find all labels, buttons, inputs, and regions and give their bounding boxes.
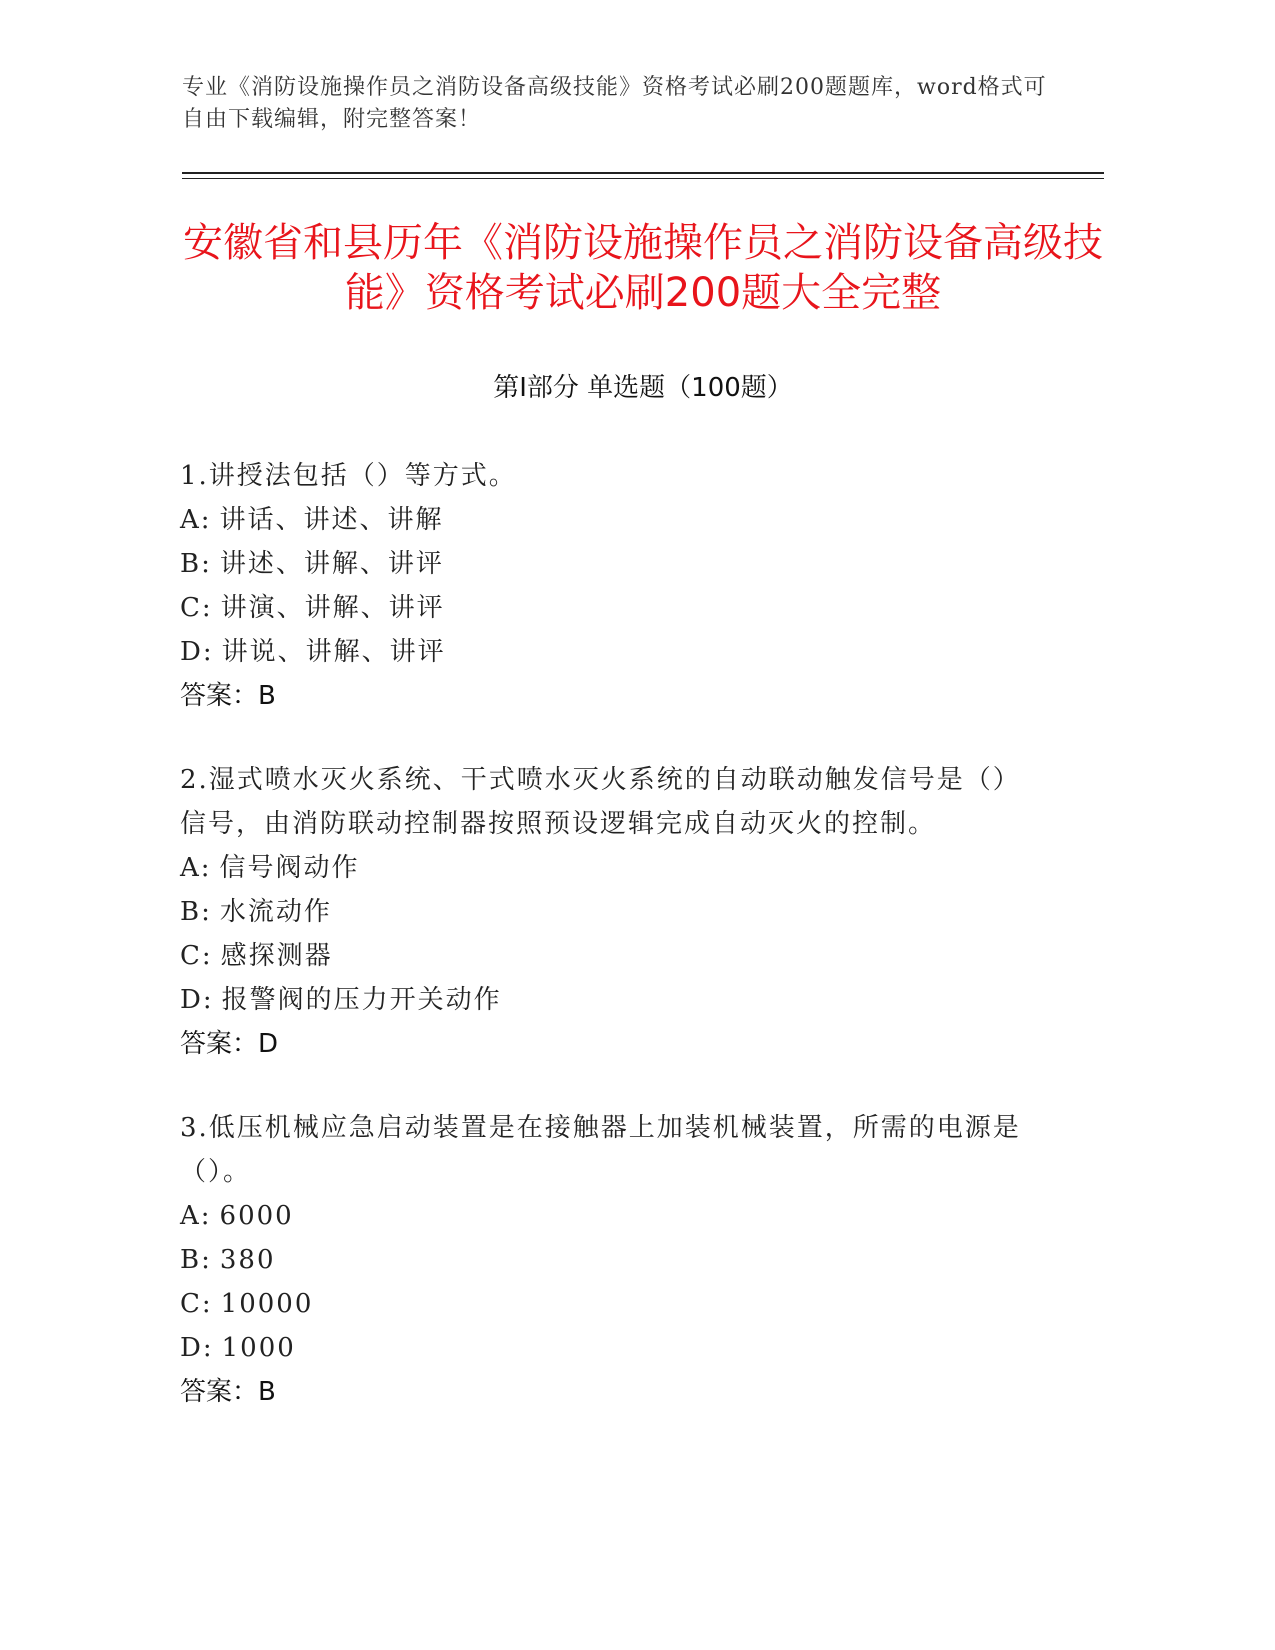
option-a <box>180 1194 1040 1238</box>
option-d <box>180 978 1040 1022</box>
question-stem: 2.湿式喷水灭火系统、干式喷水灭火系统的自动联动触发信号是（）信号，由消防联动控制器按照预设逻辑完成自动灭火的控制。 <box>180 765 1021 839</box>
option-b <box>180 542 1040 586</box>
option-b <box>180 890 1040 934</box>
option-b <box>180 1238 1040 1282</box>
option-letter: D: <box>180 637 214 667</box>
option-text: 报警阀的压力开关动作 <box>221 985 502 1015</box>
option-text: 水流动作 <box>219 897 332 927</box>
option-letter: B: <box>180 897 212 927</box>
option-text: 讲话、讲述、讲解 <box>219 505 444 535</box>
option-c <box>180 934 1040 978</box>
header-divider-thick <box>182 172 1104 174</box>
option-c <box>180 586 1040 630</box>
option-text: 1000 <box>221 1333 296 1363</box>
question-3 <box>180 1106 1040 1414</box>
option-text: 讲述、讲解、讲评 <box>219 549 444 579</box>
option-letter: A: <box>180 1201 212 1231</box>
option-d <box>180 630 1040 674</box>
option-text: 讲演、讲解、讲评 <box>220 593 445 623</box>
section-heading: 第Ⅰ部分 单选题（100题） <box>493 373 793 403</box>
header-divider-thin <box>182 178 1104 179</box>
option-d <box>180 1326 1040 1370</box>
answer-value: B <box>258 1377 276 1407</box>
document-title: 安徽省和县历年《消防设施操作员之消防设备高级技能》资格考试必刷200题大全完整 <box>183 220 1103 316</box>
option-letter: C: <box>180 593 213 623</box>
header-note: 专业《消防设施操作员之消防设备高级技能》资格考试必刷200题题库，word格式可自由下载编辑，附完整答案！ <box>182 75 1047 132</box>
option-c <box>180 1282 1040 1326</box>
answer-line <box>180 674 1040 718</box>
option-letter: D: <box>180 985 214 1015</box>
answer-value: B <box>258 681 276 711</box>
answer-label: 答案： <box>180 1029 259 1059</box>
option-a <box>180 846 1040 890</box>
answer-line <box>180 1022 1040 1066</box>
option-text: 信号阀动作 <box>219 853 360 883</box>
option-a <box>180 498 1040 542</box>
option-text: 感探测器 <box>220 941 333 971</box>
question-1 <box>180 454 1040 718</box>
option-letter: A: <box>180 853 212 883</box>
question-stem: 3.低压机械应急启动装置是在接触器上加装机械装置，所需的电源是（）。 <box>180 1113 1021 1187</box>
question-stem: 1.讲授法包括（）等方式。 <box>180 461 517 491</box>
answer-label: 答案： <box>180 1377 259 1407</box>
option-letter: B: <box>180 1245 212 1275</box>
answer-line <box>180 1370 1040 1414</box>
option-text: 380 <box>219 1245 276 1275</box>
question-2 <box>180 758 1040 1066</box>
answer-label: 答案： <box>180 681 259 711</box>
option-text: 6000 <box>219 1201 294 1231</box>
option-text: 10000 <box>220 1289 314 1319</box>
option-letter: B: <box>180 549 212 579</box>
option-letter: C: <box>180 1289 213 1319</box>
answer-value: D <box>258 1029 279 1059</box>
option-text: 讲说、讲解、讲评 <box>221 637 446 667</box>
option-letter: D: <box>180 1333 214 1363</box>
option-letter: A: <box>180 505 212 535</box>
option-letter: C: <box>180 941 213 971</box>
